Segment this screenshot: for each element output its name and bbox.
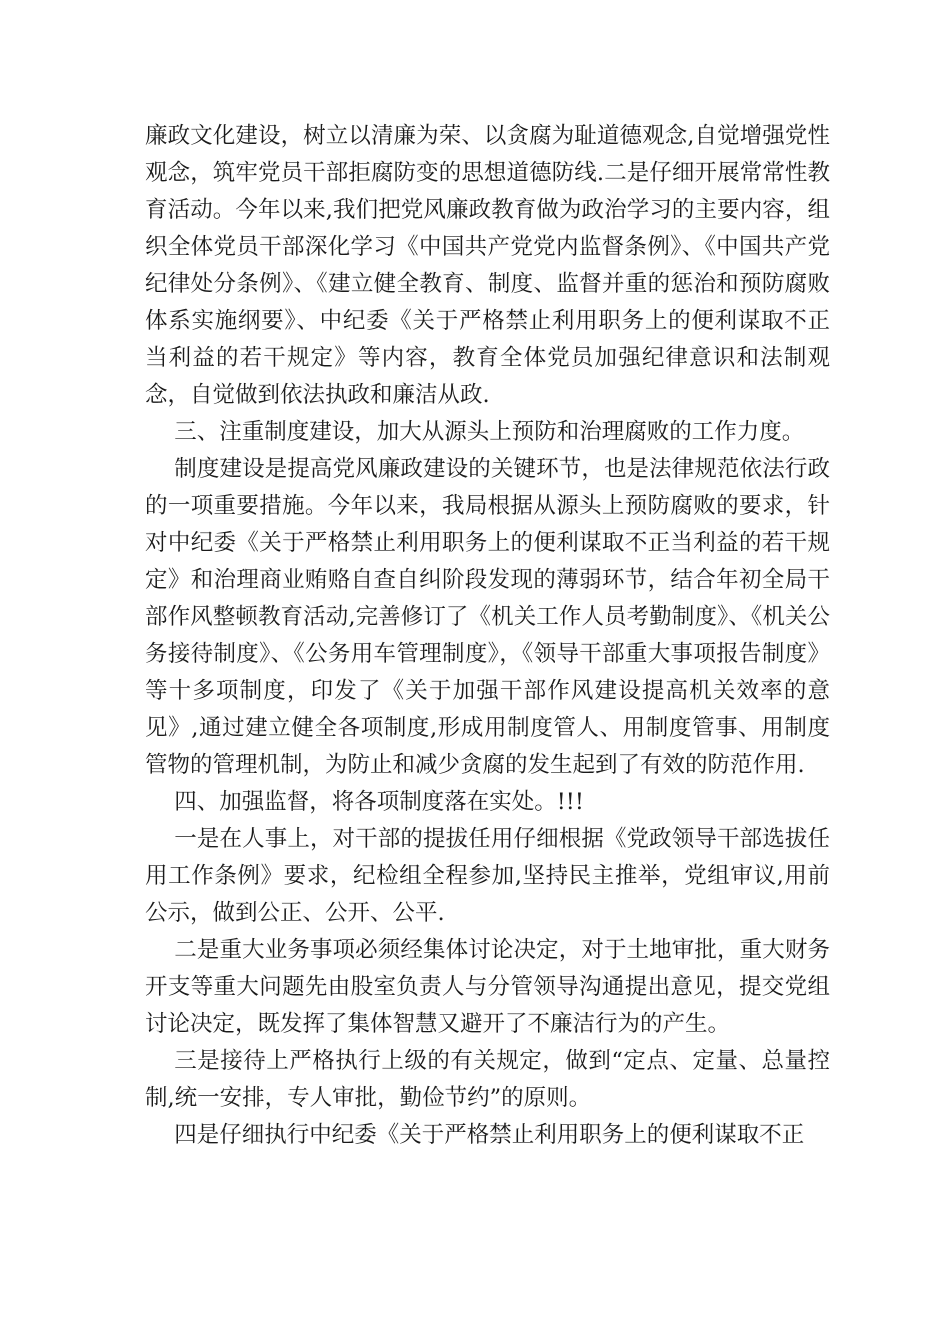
paragraph: 四是仔细执行中纪委《关于严格禁止利用职务上的便利谋取不正 <box>174 1122 805 1148</box>
paragraph: 三是接待上严格执行上级的有关规定，做到“定点、定量、总量控制,统一安排，专人审批，勤俭节约”的原则。 <box>145 1048 830 1111</box>
paragraph-continuation: 廉政文化建设，树立以清廉为荣、以贪腐为耻道德观念,自觉增强党性观念，筑牢党员干部拒腐防变的思想道德防线.二是仔细开展常常性教育活动。今年以来,我们把党风廉政教育做为政治学习的主要内容，组织全体党员干部深化学习《中国共产党党内监督条例》、《中国共产党纪律处分条例》、《建立健全教育、制度、监督并重的惩治和预防腐败体系实施纲要》、中纪委《关于严格禁止利用职务上的便利谋取不正当利益的若干规定》等内容，教育全体党员加强纪律意识和法制观念，自觉做到依法执政和廉洁从政. <box>145 123 830 408</box>
paragraph: 二是重大业务事项必须经集体讨论决定，对于土地审批，重大财务开支等重大问题先由股室负责人与分管领导沟通提出意见，提交党组讨论决定，既发挥了集体智慧又避开了不廉洁行为的产生。 <box>145 937 830 1037</box>
paragraph: 一是在人事上，对干部的提拔任用仔细根据《党政领导干部选拔任用工作条例》要求，纪检组全程参加,坚持民主推举，党组审议,用前公示，做到公正、公开、公平. <box>145 826 830 926</box>
section-heading-4: 四、加强监督，将各项制度落在实处。!!! <box>174 789 584 815</box>
paragraph: 制度建设是提高党风廉政建设的关键环节，也是法律规范依法行政的一项重要措施。今年以来，我局根据从源头上预防腐败的要求，针对中纪委《关于严格禁止利用职务上的便利谋取不正当利益的若干规定》和治理商业贿赂自查自纠阶段发现的薄弱环节，结合年初全局干部作风整顿教育活动,完善修订了《机关工作人员考勤制度》、《机关公务接待制度》、《公务用车管理制度》，《领导干部重大事项报告制度》等十多项制度，印发了《关于加强干部作风建设提高机关效率的意见》,通过建立健全各项制度,形成用制度管人、用制度管事、用制度管物的管理机制，为防止和减少贪腐的发生起到了有效的防范作用. <box>145 456 830 778</box>
section-heading-3: 三、注重制度建设，加大从源头上预防和治理腐败的工作力度。 <box>174 419 805 445</box>
document-body <box>145 118 830 1154</box>
